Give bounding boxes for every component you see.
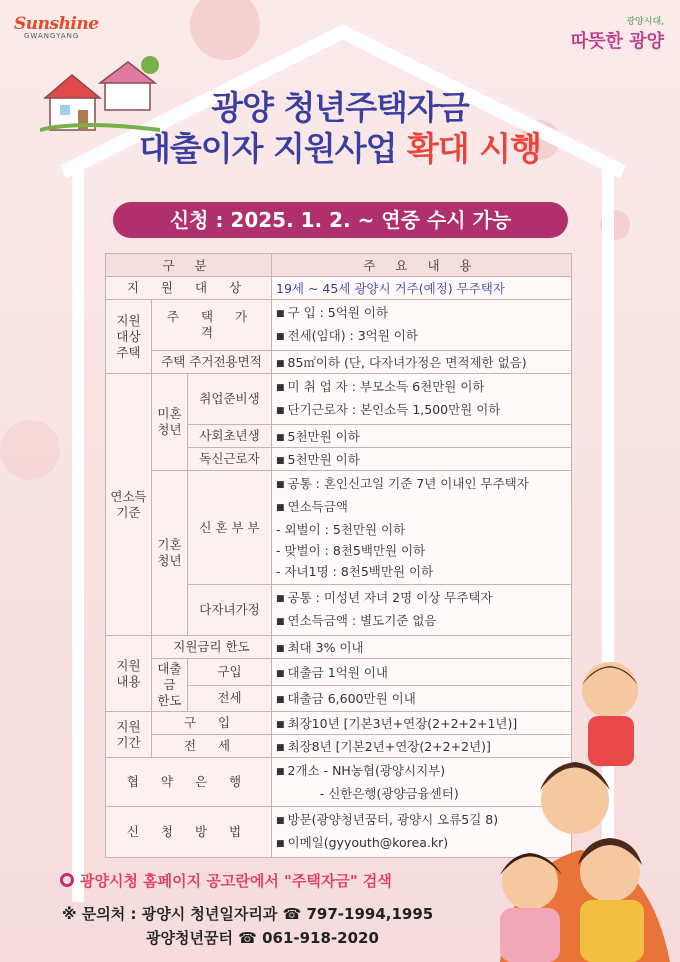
price-line: ■ 구 입 : 5억원 이하 xyxy=(276,302,567,325)
table-row xyxy=(106,351,572,374)
bank-line: - 신한은행(광양금융센터) xyxy=(276,786,459,801)
price-label: 주 택 가 격 xyxy=(152,300,272,351)
area-label: 주택 주거전용면적 xyxy=(152,351,272,374)
search-icon xyxy=(60,873,74,887)
newlywed-label: 신 혼 부 부 xyxy=(188,471,272,585)
period-buy-value: ■ 최장10년 [기본3년+연장(2+2+2+1년)] xyxy=(272,712,572,735)
rate-value: ■ 최대 3% 이내 xyxy=(272,636,572,659)
page-title xyxy=(0,88,680,170)
single-worker-label: 독신근로자 xyxy=(188,448,272,471)
newlywed-line: - 맞벌이 : 8천5백만원 이하 xyxy=(276,543,426,558)
gwangyang-logo xyxy=(571,14,664,53)
jobseeker-line: ■ 미 취 업 자 : 부모소득 6천만원 이하 xyxy=(276,376,567,399)
multichild-line: ■ 공통 : 미성년 자녀 2명 이상 무주택자 xyxy=(276,587,567,610)
single-group-label: 미혼 청년 xyxy=(152,374,188,471)
period-rent-label: 전 세 xyxy=(152,735,272,758)
table-row xyxy=(106,277,572,300)
newlywed-line: - 외벌이 : 5천만원 이하 xyxy=(276,522,406,537)
newgrad-label: 사회초년생 xyxy=(188,425,272,448)
price-line: ■ 전세(임대) : 3억원 이하 xyxy=(276,325,567,348)
income-group-label: 연소득 기준 xyxy=(106,374,152,636)
sunshine-logo xyxy=(14,14,104,40)
table-row xyxy=(106,300,572,351)
logo-right-line1: 광양시대, xyxy=(626,17,664,27)
loan-buy-label: 구입 xyxy=(188,659,272,686)
area-value-note: (단, 다자녀가정은 면적제한 없음) xyxy=(344,355,527,370)
loan-group-label: 대출금 한도 xyxy=(152,659,188,712)
newgrad-value: ■ 5천만원 이하 xyxy=(272,425,572,448)
logo-right-line2: 따뜻한 광양 xyxy=(570,31,664,52)
support-group-label: 지원 내용 xyxy=(106,636,152,712)
search-text: 광양시청 홈페이지 공고란에서 "주택자금" 검색 xyxy=(80,872,392,890)
period-buy-label: 구 입 xyxy=(152,712,272,735)
loan-buy-value: ■ 대출금 1억원 이내 xyxy=(272,659,572,686)
area-value xyxy=(272,351,572,374)
apply-line: ■ 이메일(gyyouth@korea.kr) xyxy=(276,832,567,855)
period-group-label: 지원 기간 xyxy=(106,712,152,758)
title-line2-main: 대출이자 지원사업 xyxy=(138,129,407,168)
married-group-label: 기혼 청년 xyxy=(152,471,188,636)
jobseeker-label: 취업준비생 xyxy=(188,374,272,425)
bank-label: 협 약 은 행 xyxy=(106,758,272,807)
loan-rent-label: 전세 xyxy=(188,685,272,712)
target-value: 19세 ~ 45세 광양시 거주(예정) 무주택자 xyxy=(272,277,572,300)
price-value xyxy=(272,300,572,351)
search-instruction xyxy=(60,870,392,891)
header-category: 구 분 xyxy=(106,254,272,277)
apply-label: 신 청 방 법 xyxy=(106,807,272,858)
title-line2 xyxy=(0,128,680,170)
title-line2-accent: 확대 시행 xyxy=(407,129,542,168)
header-content: 주 요 내 용 xyxy=(272,254,572,277)
contact-line1: ※ 문의처 : 광양시 청년일자리과 ☎ 797-1994,1995 xyxy=(62,905,434,923)
newlywed-line: ■ 공통 : 혼인신고일 기준 7년 이내인 무주택자 xyxy=(276,473,567,496)
newlywed-value xyxy=(272,471,572,585)
title-line1: 광양 청년주택자금 xyxy=(211,88,469,127)
single-worker-value: ■ 5천만원 이하 xyxy=(272,448,572,471)
newlywed-line: - 자녀1명 : 8천5백만원 이하 xyxy=(276,564,434,579)
housing-group-label: 지원 대상 주택 xyxy=(106,300,152,374)
jobseeker-value xyxy=(272,374,572,425)
apply-line: ■ 방문(광양청년꿈터, 광양시 오류5길 8) xyxy=(276,809,567,832)
family-illustration-icon xyxy=(470,650,680,962)
logo-sub-text: GWANGYANG xyxy=(24,32,80,40)
table-header-row xyxy=(106,254,572,277)
target-label: 지 원 대 상 xyxy=(106,277,272,300)
multichild-value xyxy=(272,585,572,636)
newlywed-line: ■ 연소득금액 xyxy=(276,496,567,519)
contact-line2: 광양청년꿈터 ☎ 061-918-2020 xyxy=(146,929,379,947)
logo-brand-text: Sunshine xyxy=(14,14,99,34)
loan-rent-value: ■ 대출금 6,600만원 이내 xyxy=(272,685,572,712)
contact-info xyxy=(62,902,433,950)
period-rent-value: ■ 최장8년 [기본2년+연장(2+2+2년)] xyxy=(272,735,572,758)
multichild-label: 다자녀가정 xyxy=(188,585,272,636)
multichild-line: ■ 연소득금액 : 별도기준 없음 xyxy=(276,610,567,633)
area-value-main: ■ 85㎡이하 xyxy=(276,355,344,370)
jobseeker-line: ■ 단기근로자 : 본인소득 1,500만원 이하 xyxy=(276,399,567,422)
table-row xyxy=(106,471,572,585)
application-period-banner: 신청 : 2025. 1. 2. ~ 연중 수시 가능 xyxy=(113,202,568,238)
bank-line: ■ 2개소 - NH농협(광양시지부) xyxy=(276,760,567,783)
table-row xyxy=(106,374,572,425)
rate-label: 지원금리 한도 xyxy=(152,636,272,659)
